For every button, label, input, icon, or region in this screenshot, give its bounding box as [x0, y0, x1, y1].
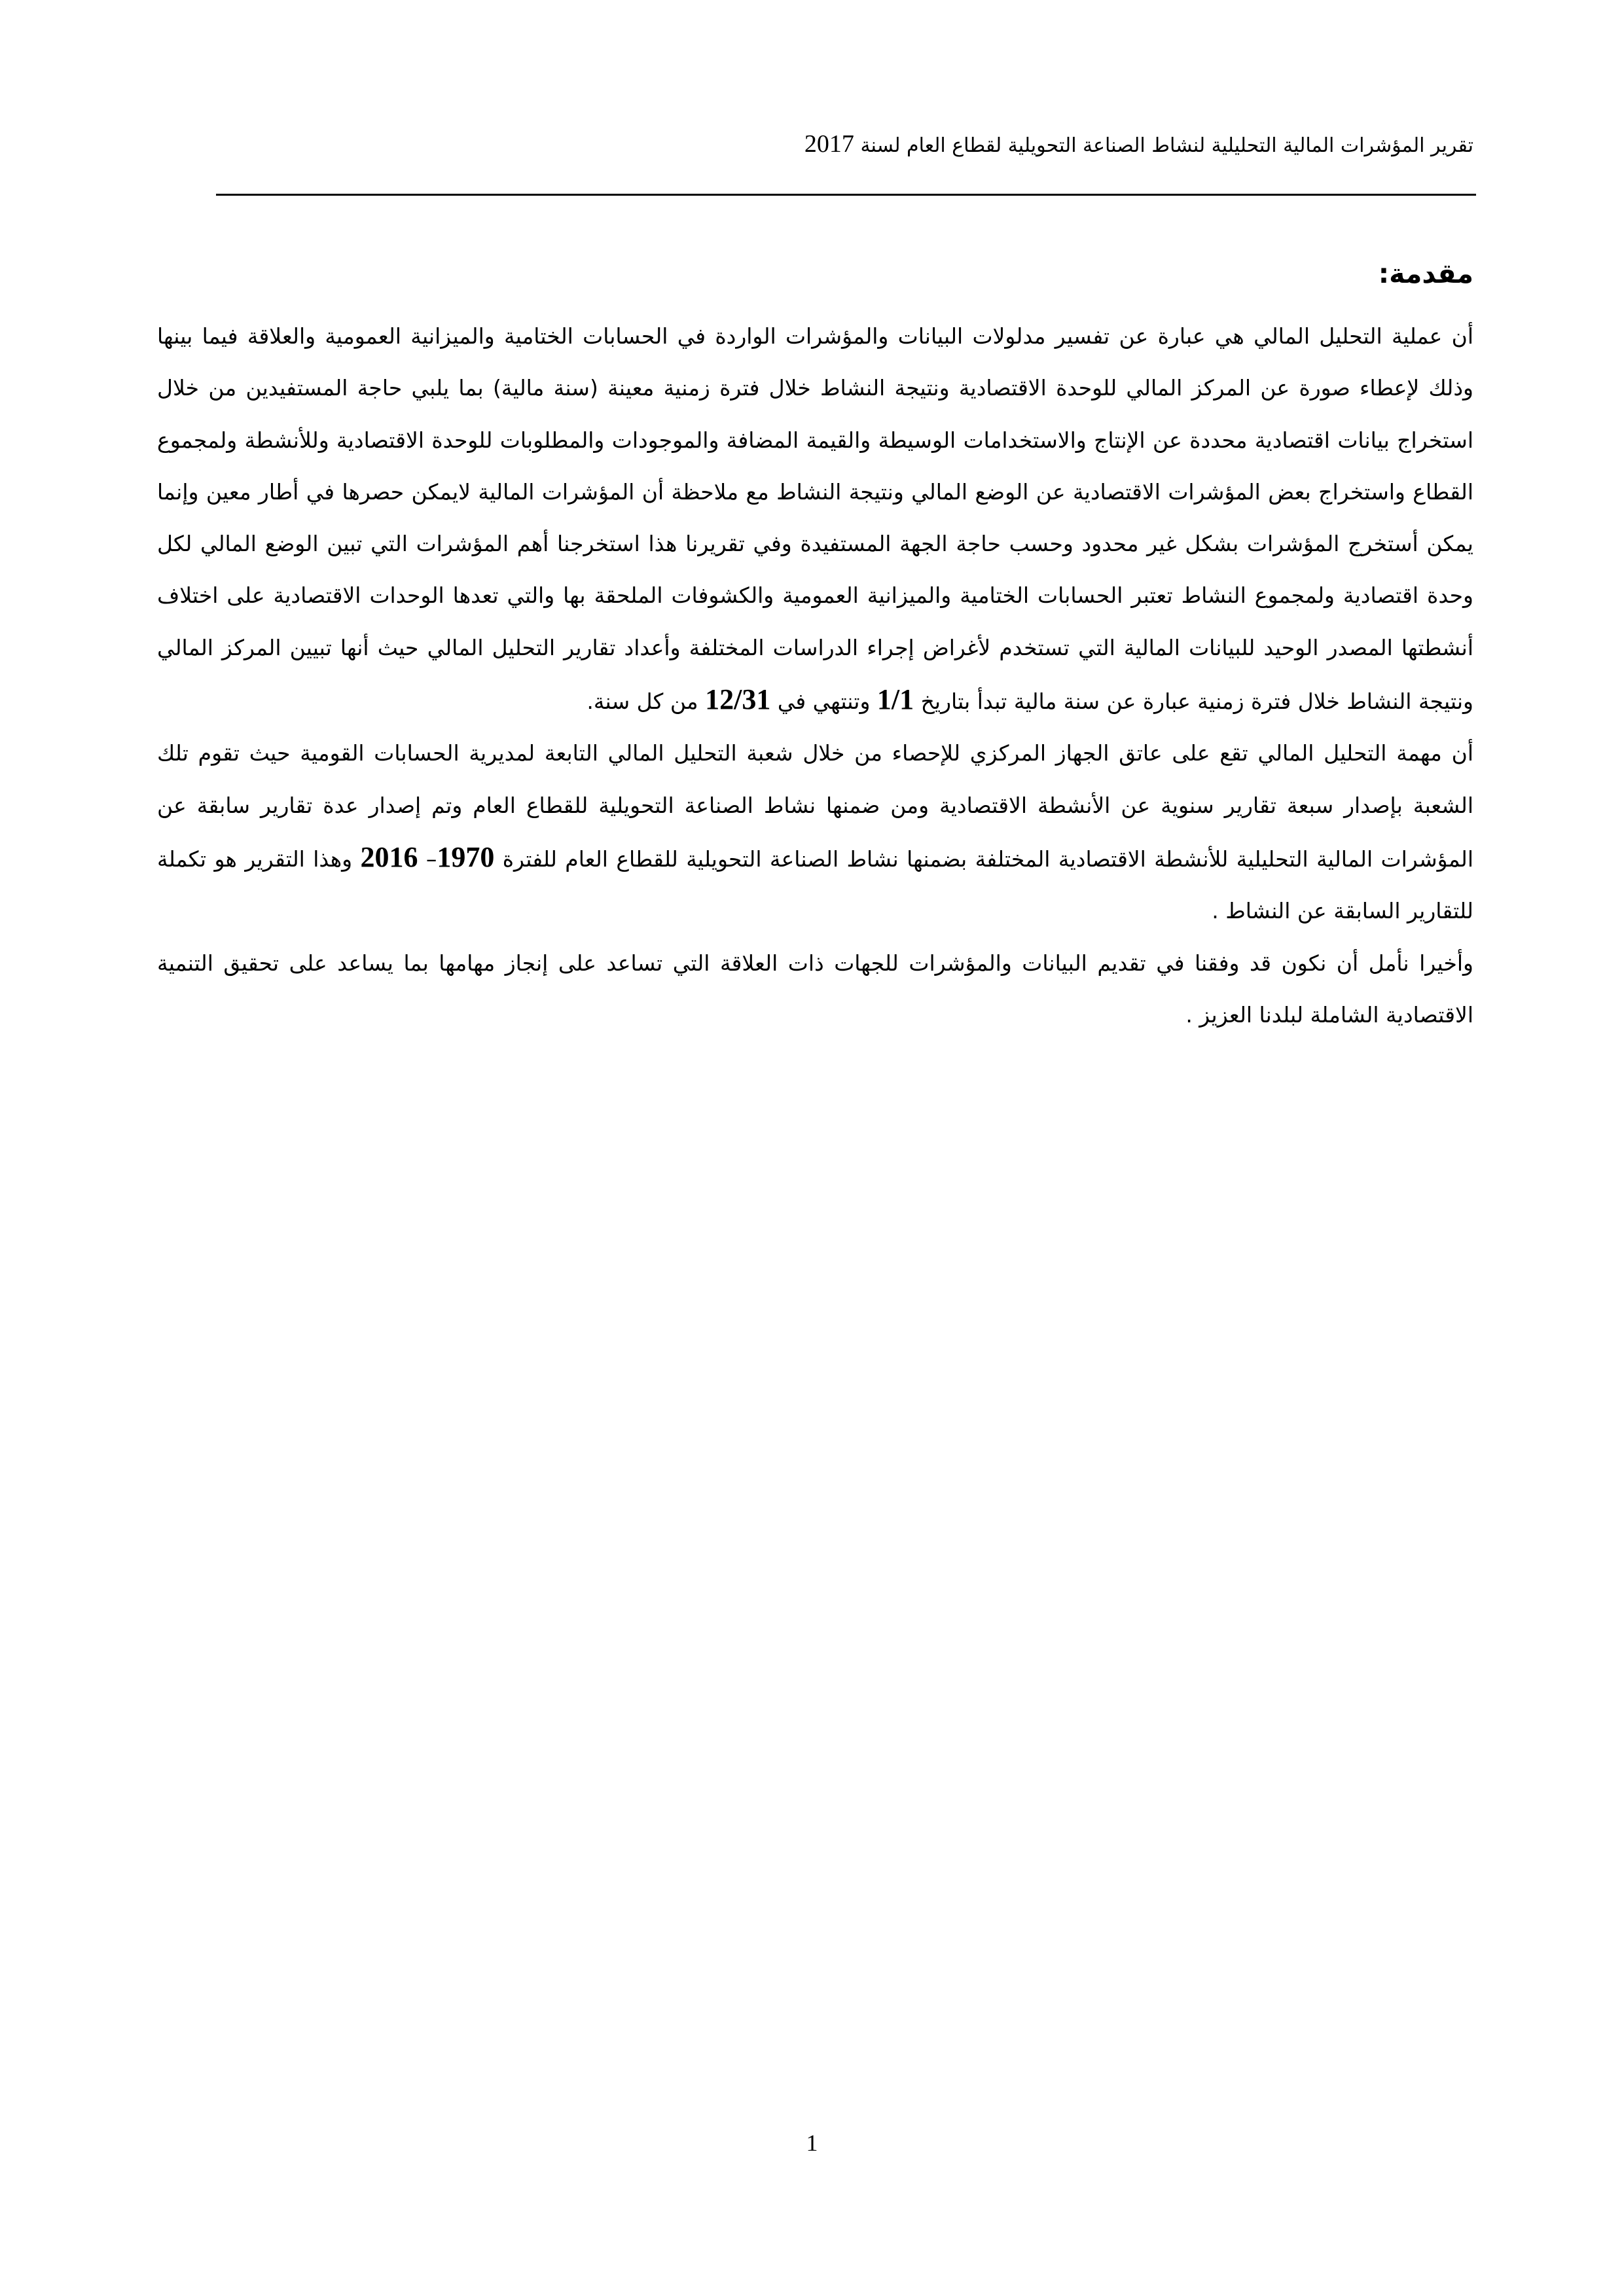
intro-paragraph-3: وأخيرا نأمل أن نكون قد وفقنا في تقديم البيانات والمؤشرات للجهات ذات العلاقة التي تساعد على إنجاز مهامها بما يساعد على تحقيق التنمية الاقتصادية الشاملة لبلدنا العزيز .: [157, 950, 1473, 1028]
p2-text-1: أن مهمة التحليل المالي تقع على عاتق الجهاز المركزي للإحصاء من خلال شعبة التحليل المالي التابعة لمديرية الحسابات القومية حيث تقوم تلك الشعبة بإصدار سبعة تقارير سنوية عن الأنشطة الاقتصادية ومن ضمنها نشاط الصناعة التحويلية للقطاع العام وتم إصدار عدة تقارير سابقة عن المؤشرات المالية التحليلية للأنشطة الاقتصادية المختلفة بضمنها نشاط الصناعة التحويلية للقطاع العام للفترة: [157, 740, 1473, 872]
p2-year-end: 2016: [360, 840, 418, 873]
intro-heading: مقدمة:: [1378, 258, 1473, 289]
header-title: تقرير المؤشرات المالية التحليلية لنشاط الصناعة التحويلية لقطاع العام لسنة: [860, 134, 1473, 157]
p1-text-3: من كل سنة.: [586, 689, 698, 715]
p1-text-2: وتنتهي في: [777, 689, 871, 715]
header-divider: [216, 194, 1476, 196]
p1-date-end: 12/31: [705, 683, 771, 716]
p1-date-start: 1/1: [876, 683, 914, 716]
page-header: [151, 130, 1473, 160]
p1-text-1: أن عملية التحليل المالي هي عبارة عن تفسير مدلولات البيانات والمؤشرات الواردة في الحسابات الختامية والميزانية العمومية والعلاقة فيما بينها وذلك لإعطاء صورة عن المركز المالي للوحدة الاقتصادية ونتيجة النشاط خلال فترة زمنية معينة (سنة مالية) بما يلبي حاجة المستفيدين من خلال استخراج بيانات اقتصادية محددة عن الإنتاج والاستخدامات الوسيطة والقيمة المضافة والموجودات والمطلوبات للوحدة الاقتصادية وللأنشطة ولمجموع القطاع واستخراج بعض المؤشرات الاقتصادية عن الوضع المالي ونتيجة النشاط مع ملاحظة أن المؤشرات المالية لايمكن حصرها في أطار معين وإنما يمكن أستخرج المؤشرات بشكل غير محدود وحسب حاجة الجهة المستفيدة وفي تقريرنا هذا استخرجنا أهم المؤشرات التي تبين الوضع المالي لكل وحدة اقتصادية ولمجموع النشاط تعتبر الحسابات الختامية والميزانية العمومية والكشوفات الملحقة بها والتي تعدها الوحدات الاقتصادية على اختلاف أنشطتها المصدر الوحيد للبيانات المالية التي تستخدم لأغراض إجراء الدراسات المختلفة وأعداد تقارير التحليل المالي حيث أنها تبيين المركز المالي ونتيجة النشاط خلال فترة زمنية عبارة عن سنة مالية تبدأ بتاريخ: [157, 323, 1473, 715]
p2-text-2: وهذا التقرير هو تكملة للتقارير السابقة عن النشاط .: [157, 846, 1473, 924]
intro-paragraph-2: [157, 727, 1473, 937]
header-year: 2017: [804, 130, 854, 158]
p2-range-separator: –: [425, 846, 437, 872]
p2-year-start: 1970: [437, 840, 495, 873]
page-number: 1: [806, 2130, 818, 2156]
main-content: [157, 254, 1473, 1041]
intro-paragraph-1: [157, 310, 1473, 727]
